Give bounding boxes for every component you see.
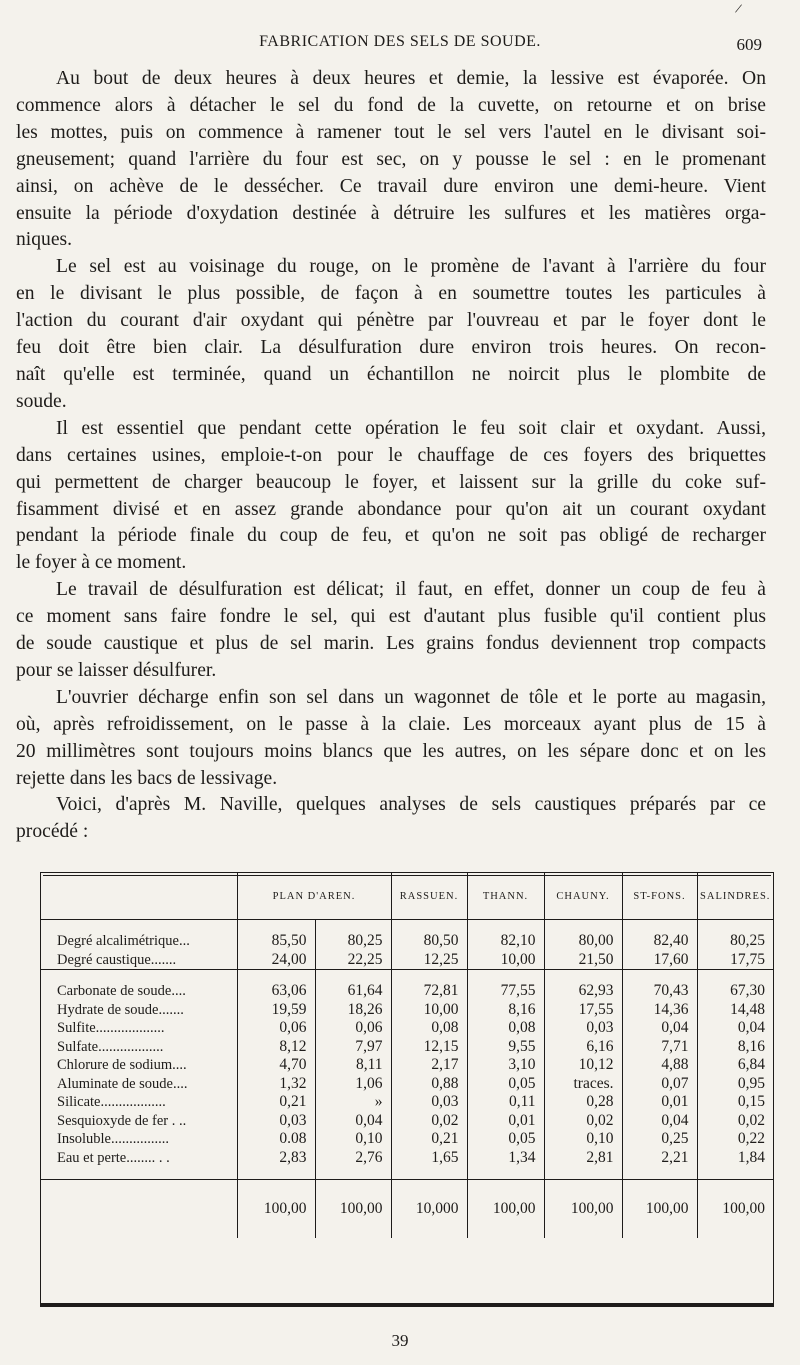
table-cell: 0,21 bbox=[237, 1093, 315, 1112]
table-cell bbox=[697, 970, 773, 983]
table-cell: 2,83 bbox=[237, 1149, 315, 1168]
table-cell: 80,25 bbox=[315, 932, 391, 951]
table-cell bbox=[467, 1167, 544, 1180]
table-cell: 67,30 bbox=[697, 982, 773, 1001]
table-cell bbox=[315, 970, 391, 983]
table-cell: traces. bbox=[544, 1075, 622, 1094]
table-cell: 1,84 bbox=[697, 1149, 773, 1168]
table-cell: 2,21 bbox=[622, 1149, 697, 1168]
paragraph bbox=[16, 577, 766, 685]
table-cell bbox=[391, 970, 467, 983]
table-cell: 24,00 bbox=[237, 951, 315, 970]
table-cell: 100,00 bbox=[622, 1180, 697, 1239]
paragraph bbox=[16, 416, 766, 577]
table-row bbox=[41, 970, 773, 983]
table-cell: 0,02 bbox=[697, 1112, 773, 1131]
text-line: ainsi, on achève de le dessécher. Ce travail dure environ une demi-heure. Vient bbox=[16, 175, 766, 197]
text-line: gneusement; quand l'arrière du four est sec, on y pousse le sel : en le promenant bbox=[16, 148, 766, 170]
table-cell bbox=[467, 920, 544, 933]
table-cell: 100,00 bbox=[315, 1180, 391, 1239]
table-cell: 1,65 bbox=[391, 1149, 467, 1168]
row-label: Insoluble................ bbox=[57, 1131, 169, 1147]
table-cell: 62,93 bbox=[544, 982, 622, 1001]
text-line: Au bout de deux heures à deux heures et demie, la lessive est évaporée. On bbox=[56, 68, 766, 89]
signature-number: 39 bbox=[391, 1331, 409, 1350]
table-header-label bbox=[41, 873, 237, 920]
row-label: Degré caustique....... bbox=[41, 951, 237, 970]
table-cell: 12,15 bbox=[391, 1038, 467, 1057]
table-cell: 19,59 bbox=[237, 1001, 315, 1020]
row-label: Hydrate de soude....... bbox=[57, 1001, 184, 1018]
table-cell: 0,10 bbox=[544, 1130, 622, 1149]
table-cell: 0,05 bbox=[467, 1130, 544, 1149]
table-cell bbox=[237, 970, 315, 983]
table-cell: 100,00 bbox=[544, 1180, 622, 1239]
table-cell: 10,000 bbox=[391, 1180, 467, 1239]
text-line: qui permettent de charger beaucoup le foyer, et laissent sur la grille du coke suf- bbox=[16, 471, 766, 493]
table-row bbox=[41, 920, 773, 933]
text-line: Le sel est au voisinage du rouge, on le promène de l'avant à l'arrière du four bbox=[56, 256, 766, 278]
table-row bbox=[41, 982, 773, 1001]
table-cell: 18,26 bbox=[315, 1001, 391, 1020]
table-row bbox=[41, 932, 773, 951]
column-header: PLAN D'AREN. bbox=[237, 873, 391, 920]
table-cell: 4,88 bbox=[622, 1056, 697, 1075]
text-line: pour se laisser désulfurer. bbox=[16, 659, 217, 681]
table-cell: 0,88 bbox=[391, 1075, 467, 1094]
text-line: Voici, d'après M. Naville, quelques analyses de sels caustiques préparés par ce bbox=[56, 794, 766, 816]
table-cell: 1,34 bbox=[467, 1149, 544, 1168]
table-row bbox=[41, 1149, 773, 1168]
table-cell: 2,81 bbox=[544, 1149, 622, 1168]
row-label: Sulfite................... bbox=[57, 1020, 165, 1036]
table-cell: 8,11 bbox=[315, 1056, 391, 1075]
table-cell: 0,22 bbox=[697, 1130, 773, 1149]
table-cell: 0,08 bbox=[467, 1019, 544, 1038]
table-cell: 0,04 bbox=[315, 1112, 391, 1131]
row-label: Degré alcalimétrique... bbox=[57, 933, 190, 949]
row-label bbox=[41, 1180, 237, 1239]
table-cell: 0,07 bbox=[622, 1075, 697, 1094]
text-line: Le travail de désulfuration est délicat; il faut, en effet, donner un coup de feu à bbox=[56, 579, 766, 601]
row-label: Aluminate de soude.... bbox=[57, 1075, 188, 1092]
table-cell: 2,76 bbox=[315, 1149, 391, 1168]
text-line: L'ouvrier décharge enfin son sel dans un wagonnet de tôle et le porte au magasin, bbox=[56, 686, 766, 708]
table-cell: 0.08 bbox=[237, 1130, 315, 1149]
text-line: ce moment sans faire fondre le sel, qui est d'autant plus fusible qu'il contient plus bbox=[16, 606, 766, 628]
table-cell: 80,25 bbox=[697, 932, 773, 951]
table-row bbox=[41, 1038, 773, 1057]
text-line: fisamment divisé et en assez grande abondance pour qu'on ait un courant oxydant bbox=[16, 498, 766, 520]
table-row bbox=[41, 1093, 773, 1112]
table-cell: 17,60 bbox=[622, 951, 697, 970]
table-cell: 22,25 bbox=[315, 951, 391, 970]
row-label: Eau et perte........ . . bbox=[57, 1149, 170, 1166]
body-text bbox=[16, 66, 766, 846]
text-line: soude. bbox=[16, 390, 67, 412]
table-cell: 10,00 bbox=[391, 1001, 467, 1020]
table-cell: 7,71 bbox=[622, 1038, 697, 1057]
text-line: l'action du courant d'air oxydant qui pénètre par l'ouvreau et par le foyer dont le bbox=[16, 310, 766, 332]
table-cell: 0,03 bbox=[391, 1093, 467, 1112]
table-cell: 10,00 bbox=[467, 951, 544, 970]
table-cell: 14,48 bbox=[697, 1001, 773, 1020]
table-cell: 1,06 bbox=[315, 1075, 391, 1094]
table-cell bbox=[544, 1167, 622, 1180]
paragraph bbox=[16, 685, 766, 793]
table-cell bbox=[622, 1167, 697, 1180]
table-cell bbox=[391, 920, 467, 933]
table-cell: 6,16 bbox=[544, 1038, 622, 1057]
table-cell: 0,02 bbox=[544, 1112, 622, 1131]
table-cell: 80,00 bbox=[544, 932, 622, 951]
table-cell: 85,50 bbox=[237, 932, 315, 951]
table-cell: 8,16 bbox=[467, 1001, 544, 1020]
table-cell: 100,00 bbox=[467, 1180, 544, 1239]
row-label: Sesquioxyde de fer . .. bbox=[57, 1112, 187, 1129]
table-cell: 82,40 bbox=[622, 932, 697, 951]
table-cell: 9,55 bbox=[467, 1038, 544, 1057]
table-cell: 0,06 bbox=[315, 1019, 391, 1038]
text-line: le foyer à ce moment. bbox=[16, 552, 187, 574]
table-cell: » bbox=[315, 1093, 391, 1112]
table-cell: 3,10 bbox=[467, 1056, 544, 1075]
text-line: niques. bbox=[16, 229, 73, 251]
row-label: Sulfate.................. bbox=[57, 1038, 164, 1055]
table-cell: 8,12 bbox=[237, 1038, 315, 1057]
column-header: RASSUEN. bbox=[391, 873, 467, 920]
text-line: de soude caustique et plus de sel marin. Les grains fondus deviennent trop compacts bbox=[16, 633, 766, 655]
table-cell: 0,95 bbox=[697, 1075, 773, 1094]
table-row bbox=[41, 1180, 773, 1239]
text-line: 20 millimètres sont toujours moins blancs que les autres, on les sépare donc et on les bbox=[16, 740, 766, 762]
row-label: Chlorure de sodium.... bbox=[57, 1057, 187, 1073]
column-header: SALINDRES. bbox=[697, 873, 773, 920]
table-cell: 0,28 bbox=[544, 1093, 622, 1112]
row-label bbox=[41, 1167, 237, 1180]
table-row bbox=[41, 1001, 773, 1020]
text-line: commence alors à détacher le sel du fond de la cuvette, on retourne et on brise bbox=[16, 94, 766, 116]
text-line: rejette dans les bacs de lessivage. bbox=[16, 767, 278, 789]
table-cell bbox=[544, 970, 622, 983]
text-line: naît qu'elle est terminée, quand un échantillon ne noircit plus le plombite de bbox=[16, 363, 766, 385]
row-label: Carbonate de soude.... bbox=[57, 983, 186, 999]
row-label: Silicate.................. bbox=[57, 1094, 166, 1110]
row-label bbox=[41, 970, 237, 983]
table-cell: 100,00 bbox=[237, 1180, 315, 1239]
text-line: feu doit être bien clair. La désulfuration dure environ trois heures. On recon- bbox=[16, 337, 766, 359]
table-cell: 0,08 bbox=[391, 1019, 467, 1038]
table-cell: 0,10 bbox=[315, 1130, 391, 1149]
table-cell: 21,50 bbox=[544, 951, 622, 970]
table-cell bbox=[315, 1167, 391, 1180]
table-cell: 0,04 bbox=[697, 1019, 773, 1038]
column-header: CHAUNY. bbox=[544, 873, 622, 920]
table-cell bbox=[391, 1167, 467, 1180]
text-line: où, après refroidissement, on le passe à la claie. Les morceaux ayant plus de 15 à bbox=[16, 713, 766, 735]
analysis-table bbox=[40, 872, 774, 1307]
table-cell: 17,75 bbox=[697, 951, 773, 970]
table-cell: 0,01 bbox=[622, 1093, 697, 1112]
text-line: ensuite la période d'oxydation destinée à détruire les sulfures et les matières orga- bbox=[16, 202, 766, 224]
table-cell: 0,03 bbox=[544, 1019, 622, 1038]
table-row bbox=[41, 1019, 773, 1038]
table-cell: 0,01 bbox=[467, 1112, 544, 1131]
table-cell bbox=[544, 920, 622, 933]
table-cell: 2,17 bbox=[391, 1056, 467, 1075]
table-cell: 80,50 bbox=[391, 932, 467, 951]
table-cell: 63,06 bbox=[237, 982, 315, 1001]
table-cell: 0,15 bbox=[697, 1093, 773, 1112]
table-cell: 82,10 bbox=[467, 932, 544, 951]
table-cell: 6,84 bbox=[697, 1056, 773, 1075]
table-cell bbox=[467, 970, 544, 983]
table-cell: 7,97 bbox=[315, 1038, 391, 1057]
table-cell: 72,81 bbox=[391, 982, 467, 1001]
row-label bbox=[41, 920, 237, 933]
table-cell: 0,06 bbox=[237, 1019, 315, 1038]
table-row bbox=[41, 1056, 773, 1075]
text-line: procédé : bbox=[16, 821, 89, 843]
table-cell: 77,55 bbox=[467, 982, 544, 1001]
pencil-mark: / bbox=[733, 1, 743, 18]
table-row bbox=[41, 1130, 773, 1149]
column-header: THANN. bbox=[467, 873, 544, 920]
table-cell: 0,25 bbox=[622, 1130, 697, 1149]
paragraph bbox=[16, 254, 766, 415]
table-row bbox=[41, 951, 773, 970]
table-row bbox=[41, 1075, 773, 1094]
table-cell: 0,02 bbox=[391, 1112, 467, 1131]
table-cell: 0,04 bbox=[622, 1019, 697, 1038]
paragraph bbox=[16, 792, 766, 846]
table-cell: 1,32 bbox=[237, 1075, 315, 1094]
text-line: Il est essentiel que pendant cette opération le feu soit clair et oxydant. Aussi, bbox=[56, 417, 766, 439]
table-cell bbox=[237, 920, 315, 933]
text-line: les mottes, puis on commence à ramener tout le sel vers l'autel en le divisant soi- bbox=[16, 121, 766, 143]
table-cell: 0,21 bbox=[391, 1130, 467, 1149]
table-cell: 0,04 bbox=[622, 1112, 697, 1131]
table-cell: 61,64 bbox=[315, 982, 391, 1001]
text-line: en le divisant le plus possible, de façon à en soumettre toutes les particules à bbox=[16, 283, 766, 305]
table-cell: 17,55 bbox=[544, 1001, 622, 1020]
table-cell: 14,36 bbox=[622, 1001, 697, 1020]
table-cell bbox=[315, 920, 391, 933]
column-header: ST-FONS. bbox=[622, 873, 697, 920]
table-cell bbox=[622, 920, 697, 933]
table-cell: 12,25 bbox=[391, 951, 467, 970]
table-cell: 8,16 bbox=[697, 1038, 773, 1057]
page-header bbox=[0, 33, 800, 57]
running-title: FABRICATION DES SELS DE SOUDE. bbox=[259, 33, 541, 50]
table-row bbox=[41, 1112, 773, 1131]
table-cell: 4,70 bbox=[237, 1056, 315, 1075]
table-cell: 70,43 bbox=[622, 982, 697, 1001]
text-line: pendant la période finale du coup de feu, et qu'on ne soit pas obligé de recharger bbox=[16, 525, 766, 547]
table-cell: 0,11 bbox=[467, 1093, 544, 1112]
table-cell bbox=[237, 1167, 315, 1180]
table-cell bbox=[697, 1167, 773, 1180]
table-cell: 0,05 bbox=[467, 1075, 544, 1094]
table-cell: 10,12 bbox=[544, 1056, 622, 1075]
table-cell bbox=[697, 920, 773, 933]
page-number: 609 bbox=[736, 35, 762, 54]
table-cell: 100,00 bbox=[697, 1180, 773, 1239]
table-cell: 0,03 bbox=[237, 1112, 315, 1131]
paragraph bbox=[16, 66, 766, 254]
table-cell bbox=[622, 970, 697, 983]
table-row bbox=[41, 1167, 773, 1180]
text-line: dans certaines usines, emploie-t-on pour le chauffage de ces foyers des briquettes bbox=[16, 444, 766, 466]
